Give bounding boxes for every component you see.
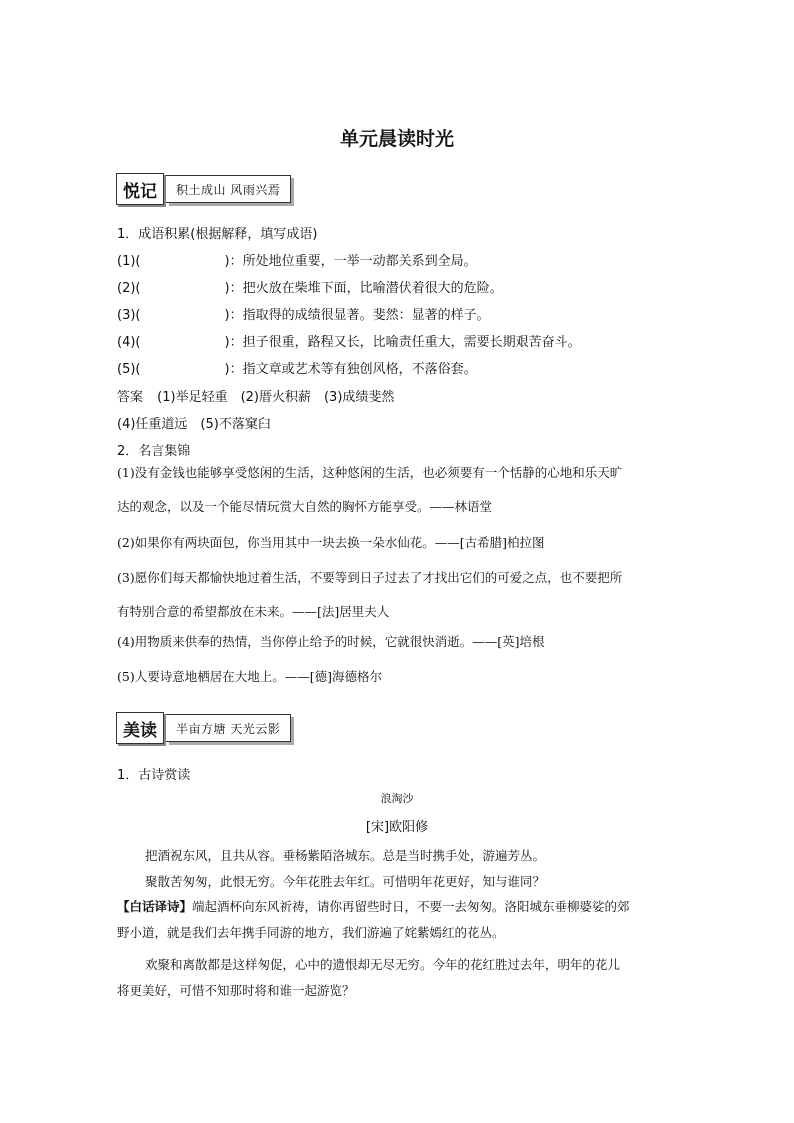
- translation-paragraph-2: 欢聚和离散都是这样匆促，心中的遗恨却无尽无穷。今年的花红胜过去年，明年的花儿 将更美好，可惜不知那时将和谁一起游览？: [117, 957, 621, 998]
- item-heading-quotes: 2．名言集锦: [117, 444, 191, 459]
- poem-author: [宋]欧阳修: [365, 820, 429, 835]
- answer-line-1: 答案 (1)举足轻重 (2)厝火积薪 (3)成绩斐然: [117, 390, 395, 405]
- item-heading-poem: 1．古诗赏读: [117, 768, 191, 783]
- poem-title: 浪淘沙: [380, 792, 414, 805]
- idiom-item: (1)( )：所处地位重要，一举一动都关系到全局。: [117, 254, 477, 269]
- quote-item: (2)如果你有两块面包，你当用其中一块去换一朵水仙花。——[古希腊]柏拉图: [117, 535, 545, 550]
- idiom-item: (2)( )：把火放在柴堆下面，比喻潜伏着很大的危险。: [117, 281, 503, 296]
- item-heading-idioms: 1．成语积累(根据解释，填写成语): [117, 227, 318, 242]
- quote-item: (5)人要诗意地栖居在大地上。——[德]海德格尔: [117, 669, 382, 684]
- translation-paragraph-1: 【白话译诗】端起酒杯向东风祈祷，请你再留些时日，不要一去匆匆。洛阳城东垂柳婆娑的郊 野小道，就是我们去年携手同游的地方，我们游遍了姹紫嫣红的花丛。: [117, 899, 630, 940]
- idiom-item: (4)( )：担子很重，路程又长，比喻责任重大，需要长期艰苦奋斗。: [117, 335, 581, 350]
- section-tag-yueji: [116, 171, 291, 207]
- answer-line-2: (4)任重道远 (5)不落窠臼: [117, 417, 271, 432]
- answer-label: 答案: [117, 390, 144, 405]
- section-tag-label: 悦记: [116, 173, 164, 205]
- section-tag-meidu: [116, 710, 291, 746]
- section-tag-subtitle: 积土成山 风雨兴焉: [166, 175, 291, 203]
- translation-label: 【白话译诗】: [117, 899, 193, 914]
- quote-item: (3)愿你们每天都愉快地过着生活，不要等到日子过去了才找出它们的可爱之点，也不要把所 有特别合意的希望都放在未来。——[法]居里夫人: [117, 570, 623, 619]
- poem-line: 聚散苦匆匆，此恨无穷。今年花胜去年红。可惜明年花更好，知与谁同？: [145, 874, 546, 889]
- idiom-item: (5)( )：指文章或艺术等有独创风格，不落俗套。: [117, 362, 477, 377]
- quote-item: (4)用物质来供奉的热情，当你停止给予的时候，它就很快消逝。——[英]培根: [117, 634, 545, 649]
- page-title: 单元晨读时光: [339, 128, 454, 150]
- quote-item: (1)没有金钱也能够享受悠闲的生活，这种悠闲的生活，也必须要有一个恬静的心地和乐天旷 达的观念，以及一个能尽情玩赏大自然的胸怀方能享受。——林语堂: [117, 465, 623, 514]
- idiom-item: (3)( )：指取得的成绩很显著。斐然：显著的样子。: [117, 308, 490, 323]
- section-tag-subtitle: 半亩方塘 天光云影: [166, 714, 291, 742]
- poem-line: 把酒祝东风，且共从容。垂杨紫陌洛城东。总是当时携手处，游遍芳丛。: [145, 848, 546, 863]
- section-tag-label: 美读: [116, 712, 164, 744]
